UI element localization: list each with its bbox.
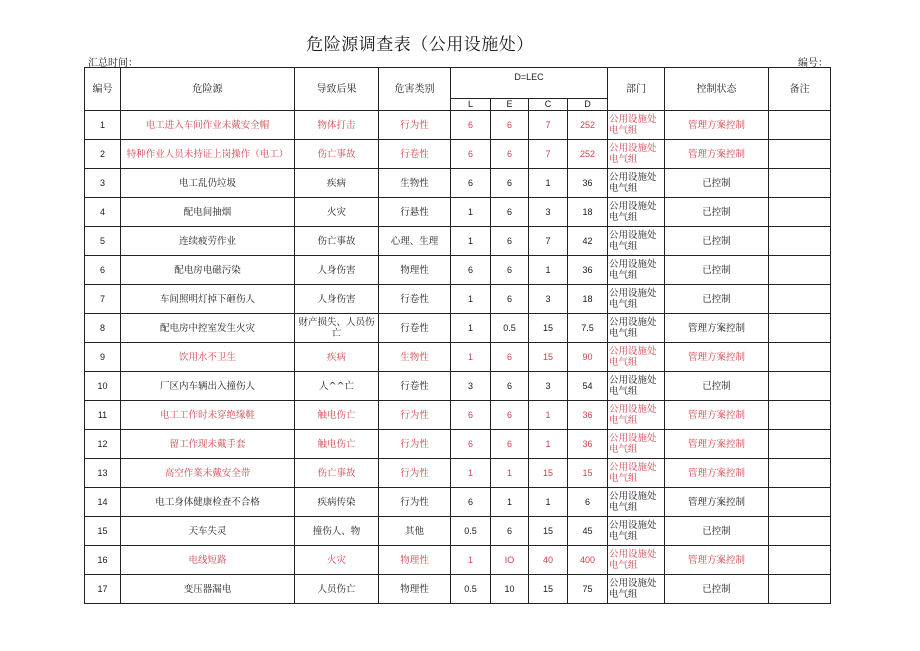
e-value: 10 xyxy=(491,575,529,604)
remark-cell xyxy=(769,488,831,517)
dept-cell: 公用设施处电气组 xyxy=(608,285,665,314)
d-value: 252 xyxy=(568,140,608,169)
category-cell: 行为性 xyxy=(379,459,451,488)
status-cell: 管理方案控制 xyxy=(665,343,769,372)
hazard-cell: 配电房中控室发生火灾 xyxy=(121,314,295,343)
e-value: 6 xyxy=(491,372,529,401)
row-number: 1 xyxy=(85,111,121,140)
table-row xyxy=(85,546,831,575)
hazard-cell: 高空作業未戴安全带 xyxy=(121,459,295,488)
dept-cell: 公用设施处电气组 xyxy=(608,459,665,488)
table-row xyxy=(85,314,831,343)
c-value: 1 xyxy=(529,488,568,517)
d-value: 15 xyxy=(568,459,608,488)
row-number: 2 xyxy=(85,140,121,169)
status-cell: 已控制 xyxy=(665,256,769,285)
c-value: 3 xyxy=(529,372,568,401)
hazard-cell: 变压器漏电 xyxy=(121,575,295,604)
row-number: 14 xyxy=(85,488,121,517)
consequence-cell: 物体打击 xyxy=(295,111,379,140)
consequence-cell: 人员伤亡 xyxy=(295,575,379,604)
dept-cell: 公用设施处电气组 xyxy=(608,343,665,372)
dept-cell: 公用设施处电气组 xyxy=(608,372,665,401)
c-value: 7 xyxy=(529,140,568,169)
status-cell: 管理方案控制 xyxy=(665,546,769,575)
d-value: 45 xyxy=(568,517,608,546)
e-value: IO xyxy=(491,546,529,575)
category-cell: 行卷性 xyxy=(379,372,451,401)
remark-cell xyxy=(769,169,831,198)
d-value: 36 xyxy=(568,401,608,430)
l-value: 1 xyxy=(451,198,491,227)
d-value: 36 xyxy=(568,430,608,459)
remark-cell xyxy=(769,285,831,314)
table-row xyxy=(85,140,831,169)
header-no: 编号 xyxy=(85,68,121,111)
dept-cell: 公用设施处电气组 xyxy=(608,169,665,198)
header-consequence: 导致后果 xyxy=(295,68,379,111)
consequence-cell: 触电伤亡 xyxy=(295,401,379,430)
row-number: 6 xyxy=(85,256,121,285)
remark-cell xyxy=(769,140,831,169)
table-row xyxy=(85,285,831,314)
c-value: 1 xyxy=(529,401,568,430)
hazard-cell: 电工乱仍垃圾 xyxy=(121,169,295,198)
c-value: 1 xyxy=(529,430,568,459)
status-cell: 已控制 xyxy=(665,227,769,256)
c-value: 3 xyxy=(529,285,568,314)
consequence-cell: 触电伤亡 xyxy=(295,430,379,459)
row-number: 12 xyxy=(85,430,121,459)
row-number: 10 xyxy=(85,372,121,401)
status-cell: 管理方案控制 xyxy=(665,314,769,343)
dept-cell: 公用设施处电气组 xyxy=(608,575,665,604)
status-cell: 已控制 xyxy=(665,285,769,314)
category-cell: 行为性 xyxy=(379,488,451,517)
category-cell: 物理性 xyxy=(379,256,451,285)
l-value: 6 xyxy=(451,256,491,285)
table-row xyxy=(85,401,831,430)
remark-cell xyxy=(769,227,831,256)
c-value: 15 xyxy=(529,343,568,372)
table-row xyxy=(85,256,831,285)
remark-cell xyxy=(769,256,831,285)
dept-cell: 公用设施处电气组 xyxy=(608,314,665,343)
header-d: D xyxy=(568,99,608,111)
dept-cell: 公用设施处电气组 xyxy=(608,140,665,169)
c-value: 7 xyxy=(529,227,568,256)
l-value: 1 xyxy=(451,314,491,343)
number-label: 编号： xyxy=(798,58,828,69)
remark-cell xyxy=(769,517,831,546)
remark-cell xyxy=(769,459,831,488)
hazard-cell: 车间照明灯掉下砸伤人 xyxy=(121,285,295,314)
remark-cell xyxy=(769,430,831,459)
hazard-cell: 连续疲劳作业 xyxy=(121,227,295,256)
e-value: 6 xyxy=(491,227,529,256)
consequence-cell: 火灾 xyxy=(295,546,379,575)
status-cell: 管理方案控制 xyxy=(665,459,769,488)
dept-cell: 公用设施处电气组 xyxy=(608,517,665,546)
consequence-cell: 火灾 xyxy=(295,198,379,227)
hazard-cell: 配电间抽烟 xyxy=(121,198,295,227)
status-cell: 已控制 xyxy=(665,198,769,227)
hazard-cell: 厂区内车辆出入撞伤人 xyxy=(121,372,295,401)
l-value: 1 xyxy=(451,459,491,488)
hazard-cell: 配电房电磁污染 xyxy=(121,256,295,285)
row-number: 4 xyxy=(85,198,121,227)
c-value: 15 xyxy=(529,517,568,546)
header-e: E xyxy=(491,99,529,111)
c-value: 15 xyxy=(529,314,568,343)
status-cell: 管理方案控制 xyxy=(665,401,769,430)
row-number: 9 xyxy=(85,343,121,372)
e-value: 6 xyxy=(491,285,529,314)
hazard-cell: 留工作现未戴手套 xyxy=(121,430,295,459)
consequence-cell: 财产损失、人员伤亡 xyxy=(295,314,379,343)
remark-cell xyxy=(769,372,831,401)
consequence-cell: 人身伤害 xyxy=(295,256,379,285)
l-value: 6 xyxy=(451,430,491,459)
header-hazard: 危险源 xyxy=(121,68,295,111)
dept-cell: 公用设施处电气组 xyxy=(608,198,665,227)
d-value: 36 xyxy=(568,256,608,285)
hazard-cell: 天车失灵 xyxy=(121,517,295,546)
l-value: 1 xyxy=(451,343,491,372)
category-cell: 物理性 xyxy=(379,575,451,604)
consequence-cell: 疾病 xyxy=(295,169,379,198)
hazard-cell: 饮用水不卫生 xyxy=(121,343,295,372)
category-cell: 行卷性 xyxy=(379,285,451,314)
dept-cell: 公用设施处电气组 xyxy=(608,256,665,285)
d-value: 90 xyxy=(568,343,608,372)
l-value: 1 xyxy=(451,546,491,575)
e-value: 6 xyxy=(491,517,529,546)
l-value: 0.5 xyxy=(451,517,491,546)
consequence-cell: 人^^亡 xyxy=(295,372,379,401)
l-value: 3 xyxy=(451,372,491,401)
e-value: 1 xyxy=(491,459,529,488)
category-cell: 行卷性 xyxy=(379,140,451,169)
e-value: 6 xyxy=(491,430,529,459)
category-cell: 其他 xyxy=(379,517,451,546)
header-remark: 备注 xyxy=(769,68,831,111)
d-value: 18 xyxy=(568,198,608,227)
d-value: 54 xyxy=(568,372,608,401)
e-value: 6 xyxy=(491,198,529,227)
table-row xyxy=(85,372,831,401)
status-cell: 管理方案控制 xyxy=(665,111,769,140)
remark-cell xyxy=(769,343,831,372)
remark-cell xyxy=(769,314,831,343)
table-row xyxy=(85,575,831,604)
d-value: 6 xyxy=(568,488,608,517)
summary-time-label: 汇总时间： xyxy=(88,58,138,69)
status-cell: 已控制 xyxy=(665,372,769,401)
row-number: 16 xyxy=(85,546,121,575)
dept-cell: 公用设施处电气组 xyxy=(608,488,665,517)
dept-cell: 公用设施处电气组 xyxy=(608,401,665,430)
l-value: 6 xyxy=(451,488,491,517)
l-value: 6 xyxy=(451,140,491,169)
table-row xyxy=(85,227,831,256)
category-cell: 行悬性 xyxy=(379,198,451,227)
remark-cell xyxy=(769,401,831,430)
table-body xyxy=(85,111,831,604)
hazard-cell: 电工工作时未穿绝缘鞋 xyxy=(121,401,295,430)
status-cell: 管理方案控制 xyxy=(665,488,769,517)
consequence-cell: 疾病 xyxy=(295,343,379,372)
row-number: 13 xyxy=(85,459,121,488)
header-category: 危害类别 xyxy=(379,68,451,111)
row-number: 7 xyxy=(85,285,121,314)
category-cell: 物理性 xyxy=(379,546,451,575)
hazard-cell: 电工身体健康检查不合格 xyxy=(121,488,295,517)
dept-cell: 公用设施处电气组 xyxy=(608,546,665,575)
e-value: 0.5 xyxy=(491,314,529,343)
category-cell: 行为性 xyxy=(379,111,451,140)
dept-cell: 公用设施处电气组 xyxy=(608,111,665,140)
dept-cell: 公用设施处电气组 xyxy=(608,227,665,256)
table-row xyxy=(85,459,831,488)
remark-cell xyxy=(769,575,831,604)
header-l: L xyxy=(451,99,491,111)
row-number: 3 xyxy=(85,169,121,198)
status-cell: 已控制 xyxy=(665,575,769,604)
d-value: 252 xyxy=(568,111,608,140)
c-value: 7 xyxy=(529,111,568,140)
l-value: 1 xyxy=(451,227,491,256)
e-value: 1 xyxy=(491,488,529,517)
remark-cell xyxy=(769,111,831,140)
consequence-cell: 伤亡事故 xyxy=(295,227,379,256)
status-cell: 管理方案控制 xyxy=(665,430,769,459)
header-dept: 部门 xyxy=(608,68,665,111)
category-cell: 行卷性 xyxy=(379,314,451,343)
l-value: 6 xyxy=(451,111,491,140)
consequence-cell: 伤亡事故 xyxy=(295,140,379,169)
hazard-table xyxy=(84,67,831,604)
category-cell: 生物性 xyxy=(379,343,451,372)
row-number: 8 xyxy=(85,314,121,343)
c-value: 15 xyxy=(529,575,568,604)
l-value: 6 xyxy=(451,169,491,198)
c-value: 1 xyxy=(529,256,568,285)
category-cell: 生物性 xyxy=(379,169,451,198)
table-row xyxy=(85,111,831,140)
consequence-cell: 伤亡事故 xyxy=(295,459,379,488)
c-value: 40 xyxy=(529,546,568,575)
remark-cell xyxy=(769,546,831,575)
d-value: 36 xyxy=(568,169,608,198)
e-value: 6 xyxy=(491,111,529,140)
row-number: 17 xyxy=(85,575,121,604)
consequence-cell: 撞伤人、物 xyxy=(295,517,379,546)
consequence-cell: 疾病传染 xyxy=(295,488,379,517)
e-value: 6 xyxy=(491,140,529,169)
category-cell: 行为性 xyxy=(379,430,451,459)
status-cell: 已控制 xyxy=(665,169,769,198)
row-number: 15 xyxy=(85,517,121,546)
c-value: 1 xyxy=(529,169,568,198)
category-cell: 心理、生理 xyxy=(379,227,451,256)
hazard-cell: 电工进入车间作业未戴安全帽 xyxy=(121,111,295,140)
header-c: C xyxy=(529,99,568,111)
table-row xyxy=(85,488,831,517)
row-number: 11 xyxy=(85,401,121,430)
e-value: 6 xyxy=(491,169,529,198)
c-value: 15 xyxy=(529,459,568,488)
table-row xyxy=(85,343,831,372)
d-value: 18 xyxy=(568,285,608,314)
l-value: 1 xyxy=(451,285,491,314)
hazard-cell: 特种作业人员未持证上岗操作（电工） xyxy=(121,140,295,169)
status-cell: 管理方案控制 xyxy=(665,140,769,169)
e-value: 6 xyxy=(491,343,529,372)
table-row xyxy=(85,517,831,546)
page-title: 危险源调查表（公用设施处） xyxy=(306,35,534,55)
hazard-cell: 电线短路 xyxy=(121,546,295,575)
category-cell: 行为性 xyxy=(379,401,451,430)
table-row xyxy=(85,430,831,459)
e-value: 6 xyxy=(491,256,529,285)
status-cell: 已控制 xyxy=(665,517,769,546)
d-value: 7.5 xyxy=(568,314,608,343)
l-value: 0.5 xyxy=(451,575,491,604)
table-row xyxy=(85,198,831,227)
header-dlec: D=LEC xyxy=(451,68,608,99)
d-value: 400 xyxy=(568,546,608,575)
remark-cell xyxy=(769,198,831,227)
row-number: 5 xyxy=(85,227,121,256)
d-value: 42 xyxy=(568,227,608,256)
e-value: 6 xyxy=(491,401,529,430)
table-row xyxy=(85,169,831,198)
c-value: 3 xyxy=(529,198,568,227)
d-value: 75 xyxy=(568,575,608,604)
l-value: 6 xyxy=(451,401,491,430)
consequence-cell: 人身伤害 xyxy=(295,285,379,314)
dept-cell: 公用设施处电气组 xyxy=(608,430,665,459)
header-status: 控制状态 xyxy=(665,68,769,111)
